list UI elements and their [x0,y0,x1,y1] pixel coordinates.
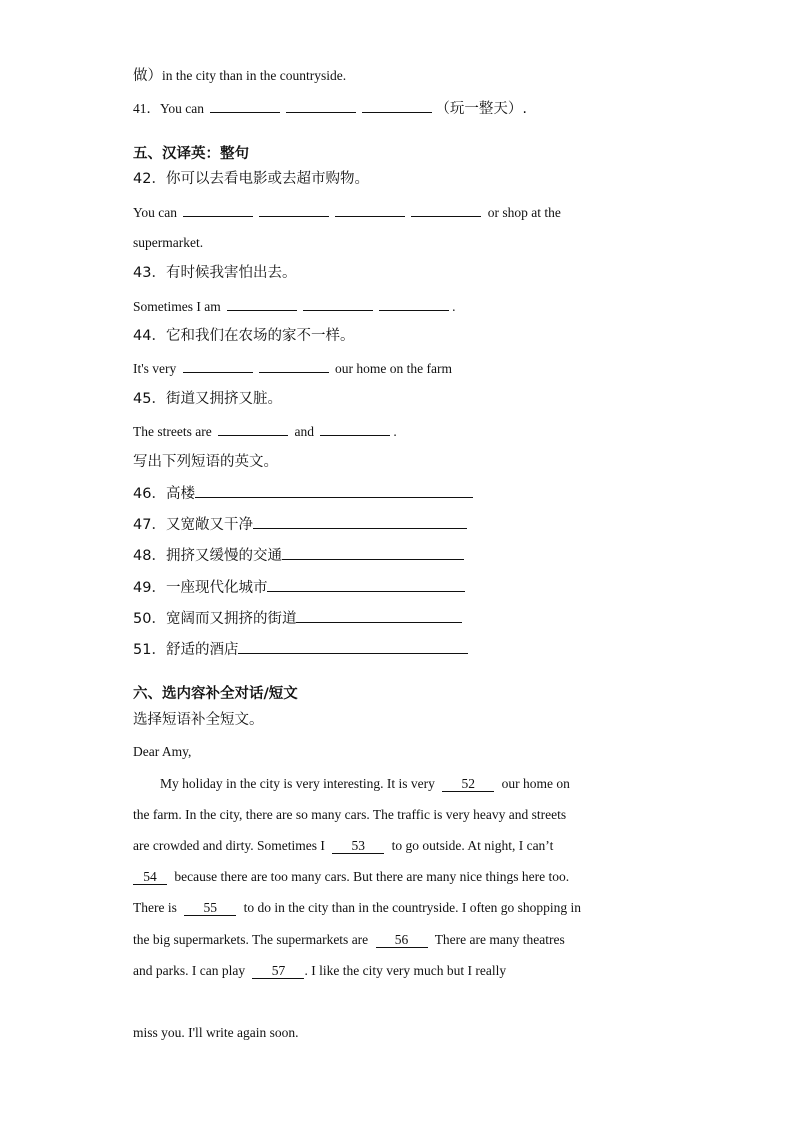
q45-suffix: . [393,424,397,439]
gap-57[interactable]: 57 [252,963,304,979]
q43-suffix: . [452,299,456,314]
q41-blank-2[interactable] [286,98,356,113]
passage-text-3b: to go outside. At night, I can’t [391,838,554,853]
q42-blank-3[interactable] [335,202,405,217]
passage-text-6a: the big supermarkets. The supermarkets are [133,932,369,947]
q40-tail-en: in the city than in the countryside. [162,68,347,83]
q48-answer-line[interactable] [282,544,464,560]
q45-blank-1[interactable] [218,421,288,436]
q47-label: 47．又宽敞又干净 [133,517,253,533]
passage-text-1a: My holiday in the city is very interesting. It is very [160,776,435,791]
passage-text-7b: . I like the city very much but I really [304,963,507,978]
gap-52[interactable]: 52 [442,776,494,792]
q42-prefix: You can [133,205,178,220]
q43-cn: 43．有时候我害怕出去。 [133,265,297,281]
phrase-instruction: 写出下列短语的英文。 [133,454,278,470]
q49 [133,576,465,598]
q42-cont: supermarket. [133,235,204,250]
q46 [133,482,473,504]
q43-blank-1[interactable] [227,296,297,311]
q50-label: 50．宽阔而又拥挤的街道 [133,611,297,627]
passage-text-3a: are crowded and dirty. Sometimes I [133,838,325,853]
q45-mid: and [294,424,314,439]
q43-blank-2[interactable] [303,296,373,311]
q46-answer-line[interactable] [195,482,473,498]
q43-blank-3[interactable] [379,296,449,311]
q42-suffix: or shop at the [487,205,561,220]
q50 [133,607,462,629]
q44-blank-1[interactable] [183,358,253,373]
q44-suffix: our home on the farm [335,361,453,376]
q45-prefix: The streets are [133,424,212,439]
q40-tail [133,66,346,86]
passage-line-3 [133,836,553,856]
q42-blank-4[interactable] [411,202,481,217]
section-6-instruction: 选择短语补全短文。 [133,712,264,728]
q41-hint: （玩一整天）. [435,101,527,117]
q41-blank-3[interactable] [362,98,432,113]
passage-line-7 [133,961,506,981]
q44-prefix: It's very [133,361,177,376]
q44-cn: 44．它和我们在农场的家不一样。 [133,328,355,344]
passage-text-5a: There is [133,900,177,915]
passage-text-4b: because there are too many cars. But there are many nice things here too. [174,869,570,884]
q42-blank-2[interactable] [259,202,329,217]
section-5-title: 五、汉译英：整句 [133,146,249,162]
q45-cn: 45．街道又拥挤又脏。 [133,391,282,407]
q45-en [133,421,397,442]
passage-text-6b: There are many theatres [434,932,565,947]
gap-56[interactable]: 56 [376,932,428,948]
q46-label: 46．高楼 [133,486,195,502]
passage-line-8: miss you. I'll write again soon. [133,1025,299,1040]
q47 [133,513,467,535]
passage-line-2: the farm. In the city, there are so many cars. The traffic is very heavy and streets [133,807,567,822]
passage-line-6 [133,930,565,950]
q41 [133,98,527,119]
q51-label: 51．舒适的酒店 [133,642,239,658]
gap-55[interactable]: 55 [184,900,236,916]
gap-54[interactable]: 54 [133,869,167,885]
passage-line-5 [133,898,581,918]
q42-cn: 42．你可以去看电影或去超市购物。 [133,171,369,187]
q47-answer-line[interactable] [253,513,467,529]
passage-line-1 [160,774,658,794]
gap-53[interactable]: 53 [332,838,384,854]
passage-text-1b: our home on [501,776,570,791]
q42-en [133,202,561,223]
q51-answer-line[interactable] [238,638,468,654]
q41-prefix: 41．You can [133,101,205,116]
q49-label: 49．一座现代化城市 [133,580,268,596]
q41-blank-1[interactable] [210,98,280,113]
letter-greeting: Dear Amy, [133,744,192,759]
q50-answer-line[interactable] [296,607,462,623]
passage-text-5b: to do in the city than in the countryside. I often go shopping in [243,900,582,915]
q49-answer-line[interactable] [267,576,465,592]
q40-tail-cn: 做） [133,68,162,84]
q45-blank-2[interactable] [320,421,390,436]
passage-line-4 [133,867,569,887]
section-6-title: 六、选内容补全对话/短文 [133,686,298,702]
q43-prefix: Sometimes I am [133,299,221,314]
q44-en [133,358,452,379]
q44-blank-2[interactable] [259,358,329,373]
q43-en [133,296,456,317]
q48 [133,544,464,566]
q48-label: 48．拥挤又缓慢的交通 [133,548,282,564]
q42-blank-1[interactable] [183,202,253,217]
passage-text-7a: and parks. I can play [133,963,246,978]
q51 [133,638,468,660]
